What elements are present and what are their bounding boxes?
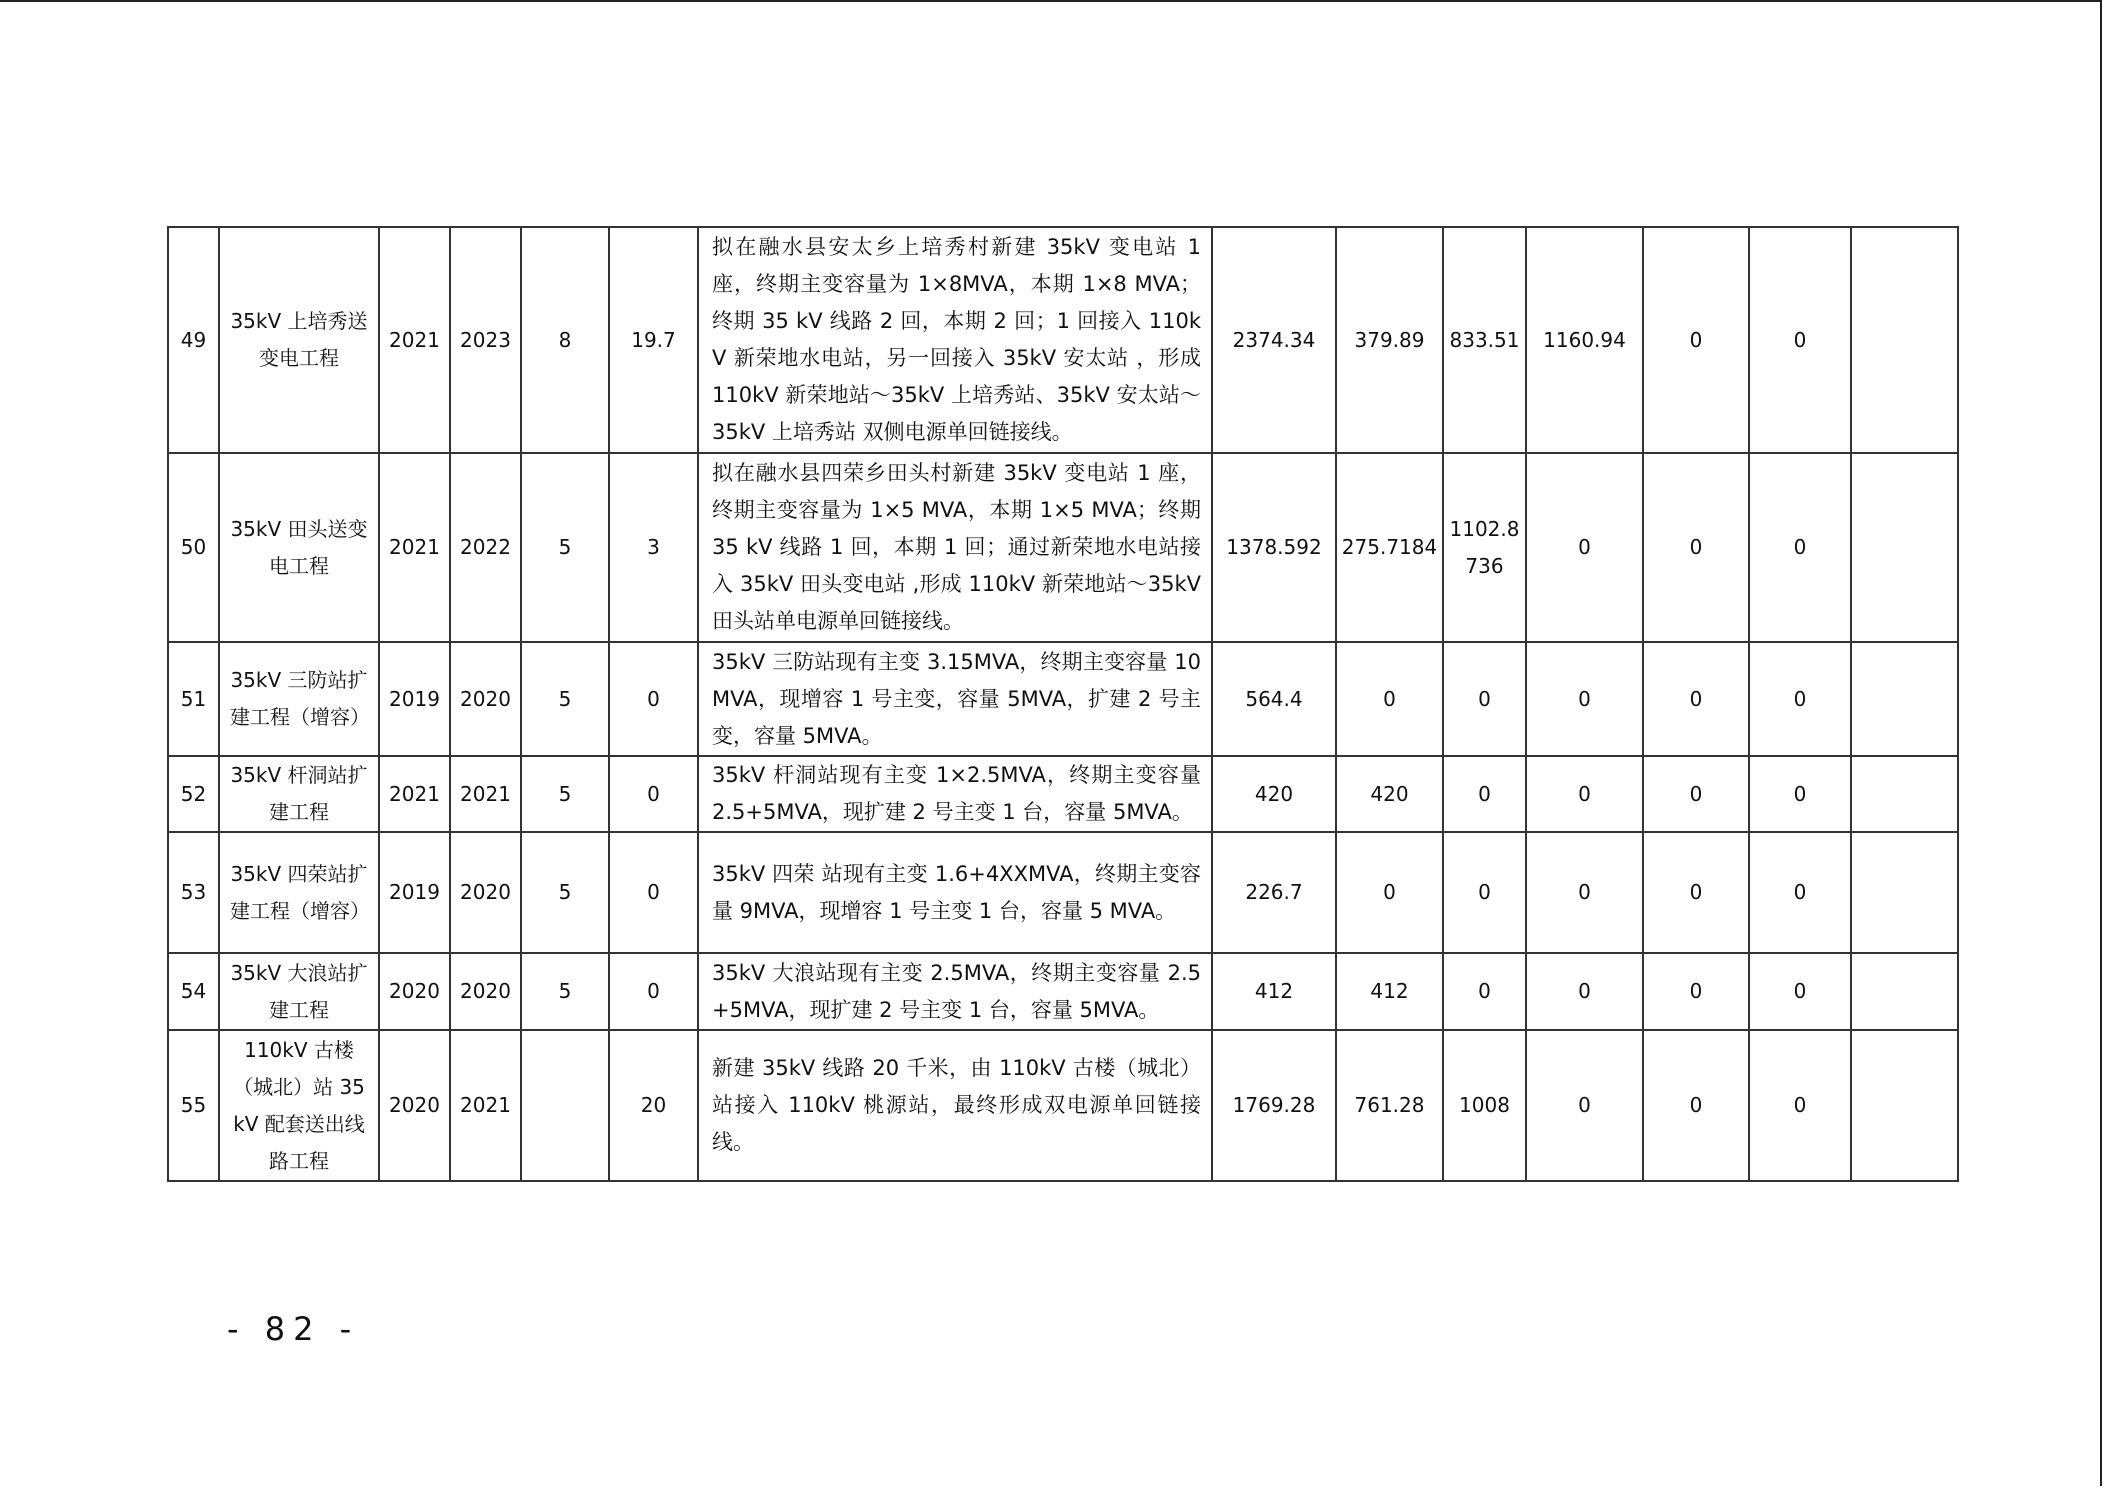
investment-value-2: 1008 bbox=[1443, 1030, 1526, 1181]
investment-value-5: 0 bbox=[1749, 756, 1851, 832]
row-number: 49 bbox=[168, 227, 219, 453]
end-year: 2020 bbox=[450, 642, 521, 756]
table-row bbox=[168, 756, 1958, 832]
project-name: 35kV 大浪站扩建工程 bbox=[219, 953, 379, 1030]
note bbox=[1851, 227, 1958, 453]
total-investment: 412 bbox=[1212, 953, 1336, 1030]
investment-value-4: 0 bbox=[1643, 227, 1749, 453]
total-investment: 1378.592 bbox=[1212, 453, 1336, 642]
project-name: 110kV 古楼（城北）站 35kV 配套送出线路工程 bbox=[219, 1030, 379, 1181]
capacity: 8 bbox=[521, 227, 609, 453]
total-investment: 1769.28 bbox=[1212, 1030, 1336, 1181]
end-year: 2020 bbox=[450, 953, 521, 1030]
note bbox=[1851, 642, 1958, 756]
investment-value-4: 0 bbox=[1643, 642, 1749, 756]
table-row bbox=[168, 642, 1958, 756]
line-length: 0 bbox=[609, 953, 698, 1030]
investment-value-3: 0 bbox=[1526, 642, 1643, 756]
investment-value-1: 0 bbox=[1336, 832, 1443, 953]
end-year: 2022 bbox=[450, 453, 521, 642]
row-number: 52 bbox=[168, 756, 219, 832]
project-name: 35kV 杆洞站扩建工程 bbox=[219, 756, 379, 832]
note bbox=[1851, 1030, 1958, 1181]
line-length: 19.7 bbox=[609, 227, 698, 453]
project-name: 35kV 上培秀送变电工程 bbox=[219, 227, 379, 453]
investment-value-3: 0 bbox=[1526, 832, 1643, 953]
investment-value-3: 1160.94 bbox=[1526, 227, 1643, 453]
investment-value-2: 1102.8736 bbox=[1443, 453, 1526, 642]
row-number: 50 bbox=[168, 453, 219, 642]
investment-value-4: 0 bbox=[1643, 832, 1749, 953]
row-number: 55 bbox=[168, 1030, 219, 1181]
note bbox=[1851, 453, 1958, 642]
project-description: 35kV 四荣 站现有主变 1.6+4XXMVA，终期主变容量 9MVA，现增容 1 号主变 1 台，容量 5 MVA。 bbox=[698, 832, 1212, 953]
investment-value-5: 0 bbox=[1749, 953, 1851, 1030]
table-row bbox=[168, 227, 1958, 453]
line-length: 0 bbox=[609, 756, 698, 832]
capacity bbox=[521, 1030, 609, 1181]
investment-value-5: 0 bbox=[1749, 453, 1851, 642]
investment-value-1: 420 bbox=[1336, 756, 1443, 832]
total-investment: 2374.34 bbox=[1212, 227, 1336, 453]
investment-value-2: 0 bbox=[1443, 756, 1526, 832]
project-description: 35kV 大浪站现有主变 2.5MVA，终期主变容量 2.5+5MVA，现扩建 2 号主变 1 台，容量 5MVA。 bbox=[698, 953, 1212, 1030]
project-table bbox=[167, 226, 1959, 1182]
start-year: 2020 bbox=[379, 953, 450, 1030]
investment-value-2: 0 bbox=[1443, 642, 1526, 756]
investment-value-4: 0 bbox=[1643, 453, 1749, 642]
line-length: 0 bbox=[609, 642, 698, 756]
start-year: 2019 bbox=[379, 832, 450, 953]
row-number: 51 bbox=[168, 642, 219, 756]
project-description: 35kV 杆洞站现有主变 1×2.5MVA，终期主变容量 2.5+5MVA，现扩建 2 号主变 1 台，容量 5MVA。 bbox=[698, 756, 1212, 832]
investment-value-2: 833.51 bbox=[1443, 227, 1526, 453]
investment-value-3: 0 bbox=[1526, 1030, 1643, 1181]
end-year: 2023 bbox=[450, 227, 521, 453]
investment-value-4: 0 bbox=[1643, 1030, 1749, 1181]
investment-value-5: 0 bbox=[1749, 642, 1851, 756]
start-year: 2019 bbox=[379, 642, 450, 756]
total-investment: 226.7 bbox=[1212, 832, 1336, 953]
project-name: 35kV 三防站扩建工程（增容） bbox=[219, 642, 379, 756]
note bbox=[1851, 832, 1958, 953]
investment-value-1: 412 bbox=[1336, 953, 1443, 1030]
line-length: 0 bbox=[609, 832, 698, 953]
start-year: 2021 bbox=[379, 453, 450, 642]
row-number: 54 bbox=[168, 953, 219, 1030]
investment-value-3: 0 bbox=[1526, 453, 1643, 642]
investment-value-5: 0 bbox=[1749, 832, 1851, 953]
project-description: 拟在融水县安太乡上培秀村新建 35kV 变电站 1 座，终期主变容量为 1×8MVA，本期 1×8 MVA；终期 35 kV 线路 2 回，本期 2 回；1 回接入 110kV 新荣地水电站，另一回接入 35kV 安太站 ，形成 110kV 新荣地站～35kV 上培秀站、35kV 安太站～35kV 上培秀站 双侧电源单回链接线。 bbox=[698, 227, 1212, 453]
investment-value-4: 0 bbox=[1643, 953, 1749, 1030]
capacity: 5 bbox=[521, 953, 609, 1030]
table-row bbox=[168, 1030, 1958, 1181]
note bbox=[1851, 953, 1958, 1030]
table-row bbox=[168, 453, 1958, 642]
total-investment: 564.4 bbox=[1212, 642, 1336, 756]
line-length: 20 bbox=[609, 1030, 698, 1181]
note bbox=[1851, 756, 1958, 832]
investment-value-2: 0 bbox=[1443, 953, 1526, 1030]
investment-value-1: 0 bbox=[1336, 642, 1443, 756]
investment-value-5: 0 bbox=[1749, 1030, 1851, 1181]
investment-value-3: 0 bbox=[1526, 756, 1643, 832]
project-name: 35kV 四荣站扩建工程（增容） bbox=[219, 832, 379, 953]
investment-value-2: 0 bbox=[1443, 832, 1526, 953]
investment-value-1: 761.28 bbox=[1336, 1030, 1443, 1181]
project-name: 35kV 田头送变电工程 bbox=[219, 453, 379, 642]
capacity: 5 bbox=[521, 756, 609, 832]
investment-value-1: 379.89 bbox=[1336, 227, 1443, 453]
table-row bbox=[168, 953, 1958, 1030]
row-number: 53 bbox=[168, 832, 219, 953]
investment-value-5: 0 bbox=[1749, 227, 1851, 453]
project-description: 新建 35kV 线路 20 千米，由 110kV 古楼（城北）站接入 110kV 桃源站，最终形成双电源单回链接线。 bbox=[698, 1030, 1212, 1181]
page-number: - 82 - bbox=[227, 1310, 360, 1348]
capacity: 5 bbox=[521, 642, 609, 756]
end-year: 2020 bbox=[450, 832, 521, 953]
investment-value-3: 0 bbox=[1526, 953, 1643, 1030]
investment-value-4: 0 bbox=[1643, 756, 1749, 832]
start-year: 2020 bbox=[379, 1030, 450, 1181]
start-year: 2021 bbox=[379, 227, 450, 453]
total-investment: 420 bbox=[1212, 756, 1336, 832]
start-year: 2021 bbox=[379, 756, 450, 832]
project-description: 35kV 三防站现有主变 3.15MVA，终期主变容量 10MVA，现增容 1 号主变，容量 5MVA，扩建 2 号主变，容量 5MVA。 bbox=[698, 642, 1212, 756]
investment-value-1: 275.7184 bbox=[1336, 453, 1443, 642]
line-length: 3 bbox=[609, 453, 698, 642]
table-row bbox=[168, 832, 1958, 953]
end-year: 2021 bbox=[450, 1030, 521, 1181]
project-description: 拟在融水县四荣乡田头村新建 35kV 变电站 1 座，终期主变容量为 1×5 MVA，本期 1×5 MVA；终期 35 kV 线路 1 回，本期 1 回；通过新荣地水电站接入 35kV 田头变电站 ,形成 110kV 新荣地站～35kV 田头站单电源单回链接线。 bbox=[698, 453, 1212, 642]
capacity: 5 bbox=[521, 832, 609, 953]
end-year: 2021 bbox=[450, 756, 521, 832]
capacity: 5 bbox=[521, 453, 609, 642]
